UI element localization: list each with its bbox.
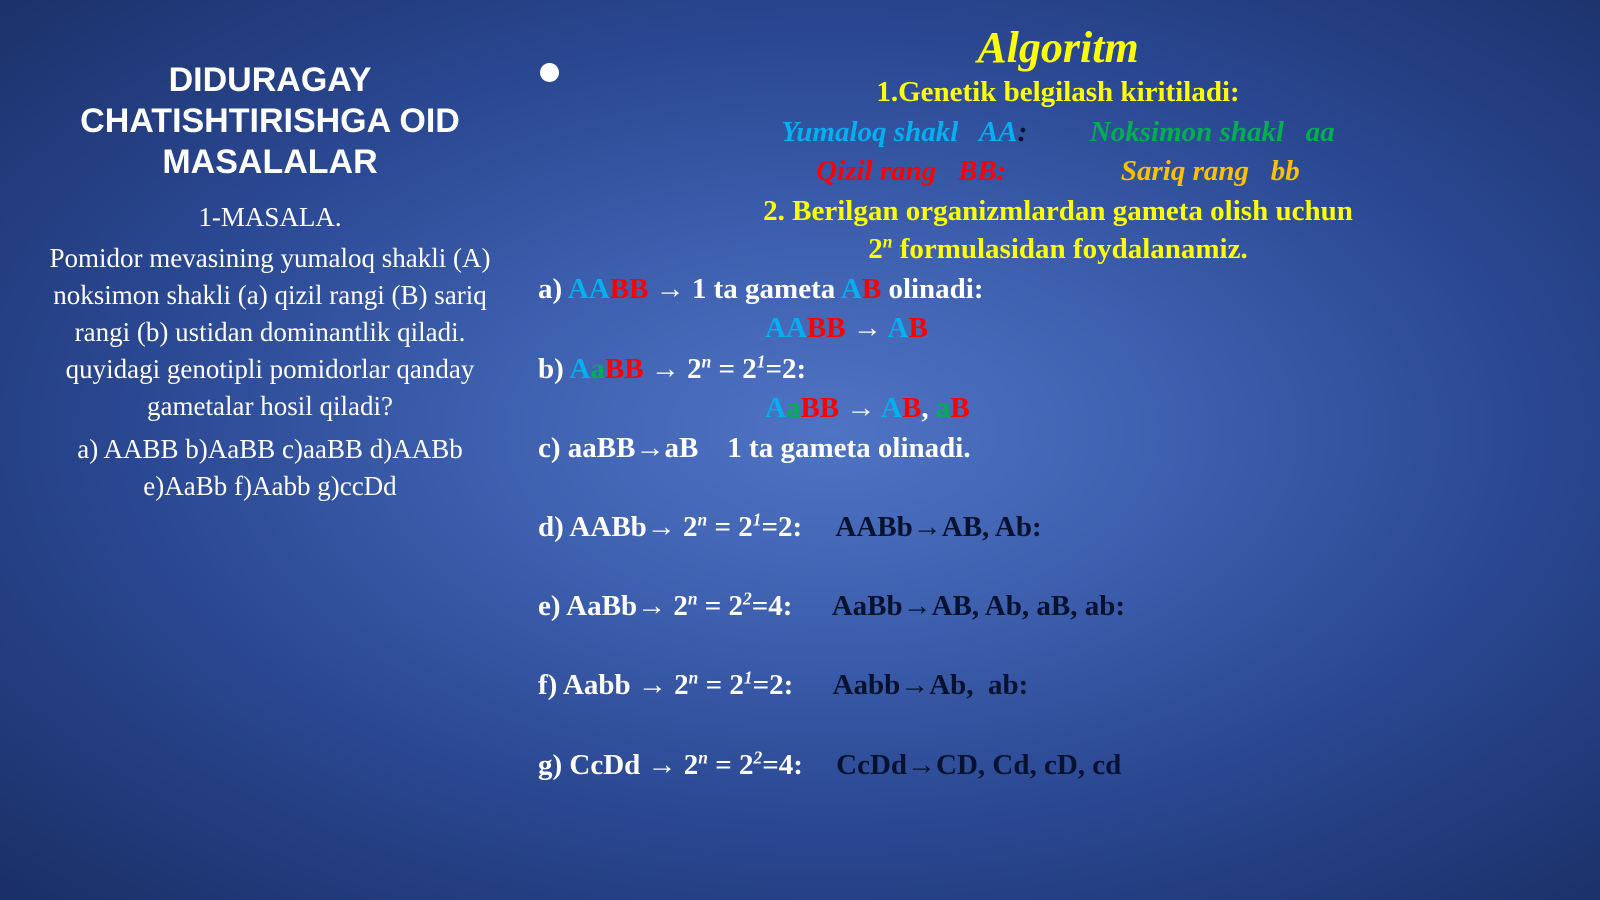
step-2-line-1: 2. Berilgan organizmlardan gameta olish uchun: [763, 195, 1353, 227]
case-d: d) AABb→ $2^n = 2^1=2$: AABb→AB, Ab:: [538, 509, 1042, 543]
case-f: f) Aabb → $2^n = 2^1=2$: Aabb→Ab, ab:: [538, 667, 1029, 701]
step-1: 1.Genetik belgilash kiritiladi:: [876, 76, 1240, 108]
case-b-gametes: AaBB → AB, aB: [765, 392, 970, 424]
case-b: b) AaBB → $2^n = 2^1=2$:: [538, 351, 807, 385]
yellow-color-label: Sariq rang: [1120, 155, 1250, 187]
pear-shape-label: Noksimon shakl: [1089, 116, 1285, 148]
pear-shape-gene: aa: [1305, 116, 1335, 148]
case-c: c) aaBB→aB 1 ta gameta olinadi.: [538, 432, 971, 464]
round-shape-gene: AA: [978, 116, 1018, 148]
case-f-result: Aabb→Ab, ab:: [832, 669, 1029, 701]
options-line-2: e)AaBb f)Aabb g)ccDd: [143, 471, 397, 501]
color-notation: [538, 155, 1578, 188]
problem-number: 1-MASALA.: [198, 202, 342, 232]
problem-text: Pomidor mevasining yumaloq shakli (A) noksimon shakli (a) qizil rangi (B) sariq rangi (b) ustidan dominantlik qiladi. quyidagi genotipli pomidorlar qanday gametalar hosil qiladi?: [49, 243, 491, 421]
step-2-line-2: 2$^n$ formulasidan foydalanamiz.: [868, 231, 1248, 265]
red-color-gene: BB:: [958, 155, 1007, 187]
options-list: [30, 431, 510, 505]
case-a: a) AABB → 1 ta gameta AB olinadi:: [538, 273, 984, 305]
round-shape-label: Yumaloq shakl: [781, 116, 959, 148]
left-panel: [30, 60, 510, 505]
case-a-gametes: AABB → AB: [765, 312, 928, 344]
case-g: g) CcDd → $2^n = 2^2=4$: CcDd→CD, Cd, cD, cd: [538, 747, 1122, 781]
case-e-result: AaBb→AB, Ab, aB, ab:: [831, 590, 1125, 622]
yellow-color-gene: bb: [1270, 155, 1300, 187]
algorithm-heading: Algoritm: [977, 23, 1139, 72]
case-d-result: AABb→AB, Ab:: [835, 511, 1042, 543]
case-g-result: CcDd→CD, Cd, cD, cd: [836, 749, 1122, 781]
page-title: DIDURAGAY CHATISHTIRISHGA OID MASALALAR: [80, 61, 460, 181]
case-e: e) AaBb→ $2^n = 2^2=4$: AaBb→AB, Ab, aB, ab:: [538, 588, 1125, 622]
options-line-1: a) AABB b)AaBB c)aaBB d)AABb: [77, 434, 463, 464]
shape-notation: Yumaloq shakl AA: Noksimon shakl aa: [781, 116, 1335, 148]
red-color-label: Qizil rang: [816, 155, 937, 187]
